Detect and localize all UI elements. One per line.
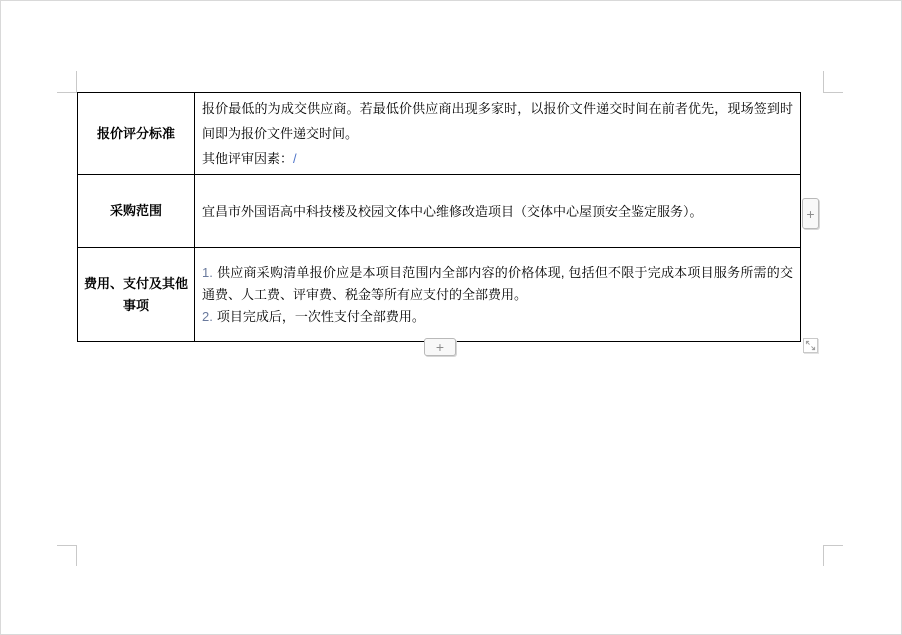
mark-line-horizontal — [823, 92, 843, 93]
mark-line-vertical — [823, 545, 824, 566]
item-text: 项目完成后，一次性支付全部费用。 — [216, 308, 425, 324]
mark-line-horizontal — [57, 545, 77, 546]
plus-icon: + — [806, 205, 815, 222]
mark-line-horizontal — [57, 92, 77, 93]
item-number: 1. — [202, 264, 213, 280]
row-label-quote-scoring[interactable]: 报价评分标准 — [78, 93, 195, 175]
add-column-button[interactable] — [802, 198, 819, 229]
paragraph — [202, 262, 793, 306]
paragraph: 宜昌市外国语高中科技楼及校园文体中心维修改造项目（交体中心屋顶安全鉴定服务）。 — [202, 203, 703, 219]
paragraph: 报价最低的为成交供应商。若最低价供应商出现多家时，以报价文件递交时间在前者优先，现场签到时间即为报价文件递交时间。 — [202, 101, 793, 141]
other-factors-label: 其他评审因素： — [202, 151, 294, 166]
resize-diagonal-icon — [805, 340, 816, 351]
item-number: 2. — [202, 308, 213, 324]
paragraph — [202, 146, 793, 171]
other-factors-value: / — [293, 151, 297, 166]
table-row-fees-payment — [78, 248, 801, 342]
row-content-fees-payment[interactable] — [195, 248, 801, 342]
add-row-button[interactable] — [424, 338, 456, 356]
item-text: 供应商采购清单报价应是本项目范围内全部内容的价格体现, 包括但不限于完成本项目服务所需的交通费、人工费、评审费、税金等所有应支付的全部费用。 — [202, 264, 793, 302]
row-label-fees-payment[interactable]: 费用、支付及其他事项 — [78, 248, 195, 342]
row-content-quote-scoring[interactable] — [195, 93, 801, 175]
table-resize-handle[interactable] — [803, 338, 818, 353]
paragraph — [202, 306, 793, 328]
row-label-procurement-scope[interactable]: 采购范围 — [78, 175, 195, 248]
mark-line-vertical — [76, 545, 77, 566]
table-row-procurement-scope — [78, 175, 801, 248]
mark-line-vertical — [76, 71, 77, 92]
plus-icon: + — [435, 339, 445, 355]
table-row-quote-scoring — [78, 93, 801, 175]
mark-line-horizontal — [823, 545, 843, 546]
mark-line-vertical — [823, 71, 824, 92]
procurement-info-table — [77, 92, 801, 342]
row-content-procurement-scope[interactable] — [195, 175, 801, 248]
